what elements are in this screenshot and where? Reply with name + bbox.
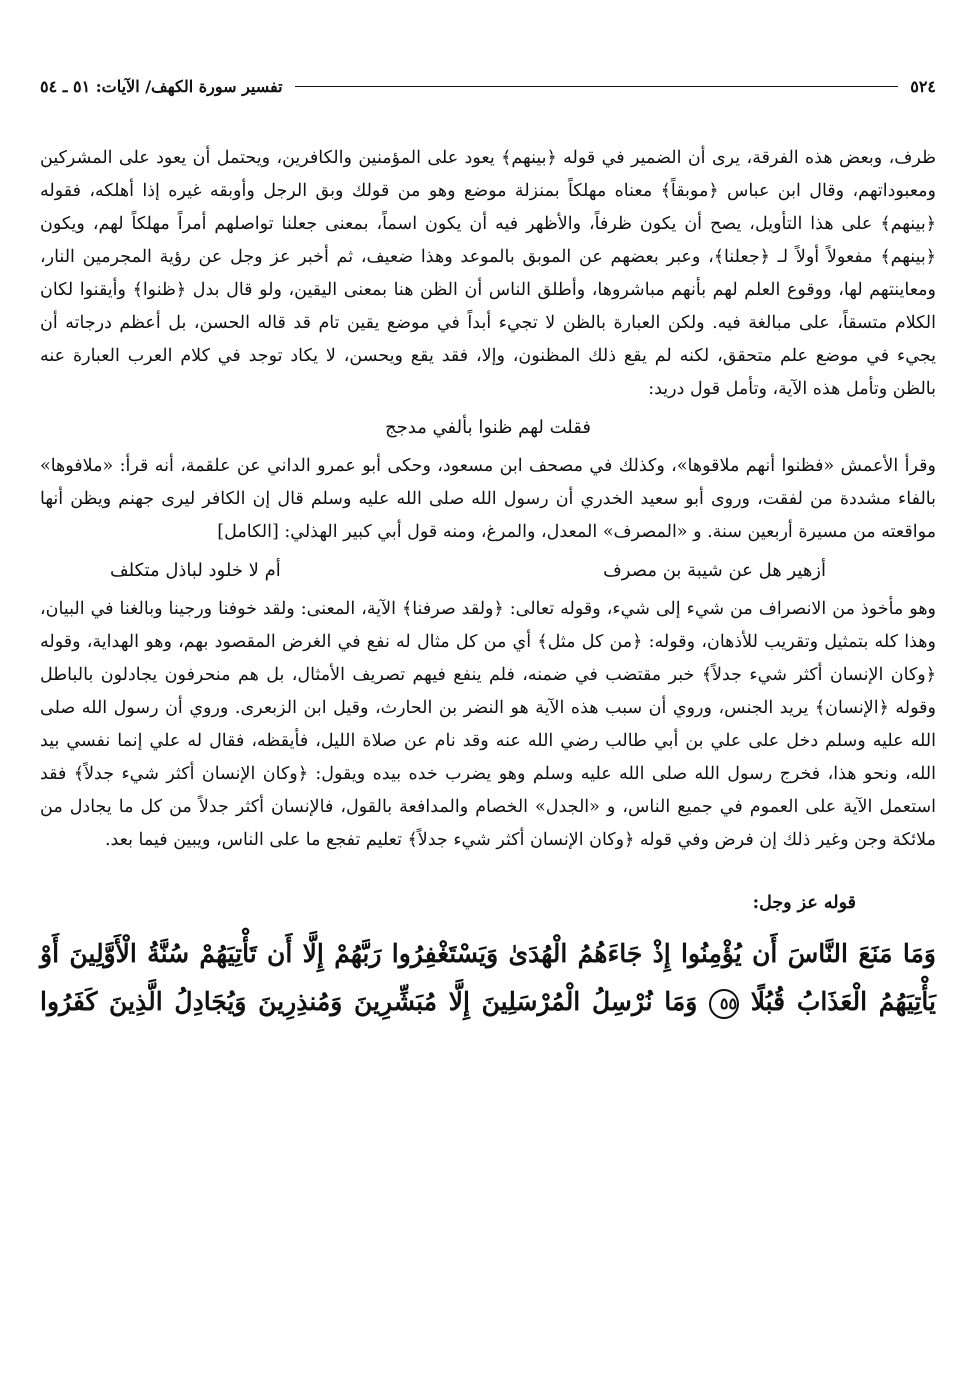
quran-verse-55: وَمَا مَنَعَ النَّاسَ أَن يُؤْمِنُوا إِذْ جَاءَهُمُ الْهُدَىٰ وَيَسْتَغْفِرُوا رَبَّهُمْ إِلَّا أَن تَأْتِيَهُمْ سُنَّةُ الْأَوَّلِينَ أَوْ يَأْتِيَهُمُ الْعَذَابُ قُبُلًا (40, 939, 936, 1016)
page (40, 72, 936, 1026)
paragraph-2: وقرأ الأعمش «فظنوا أنهم ملاقوها»، وكذلك في مصحف ابن مسعود، وحكى أبو عمرو الداني عن علقمة، أنه قرأ: «ملافوها» بالفاء مشددة من لفقت، وروى أبو سعيد الخدري أن رسول الله صلى الله عليه وسلم قال إن الكافر ليرى جهنم ويظن أنها مواقعته من مسيرة أربعين سنة. و «المصرف» المعدل، والمرغ، ومنه قول أبي كبير الهذلي: [الكامل] (40, 456, 936, 542)
header-title: تفسير سورة الكهف/ الآيات: ٥١ ـ ٥٤ (40, 76, 283, 96)
running-header (40, 72, 936, 100)
page-number: ٥٢٤ (910, 76, 936, 96)
poetry-verse-dorayd: فقلت لهم ظنوا بألفي مدجج (385, 417, 591, 438)
verse-number-marker: ٥٥ (709, 989, 739, 1019)
quran-verse-56: وَمَا نُرْسِلُ الْمُرْسَلِينَ إِلَّا مُبَشِّرِينَ وَمُنذِرِينَ وَيُجَادِلُ الَّذِينَ كَفَرُوا (40, 987, 698, 1016)
poetry-verse-hudhali (40, 549, 936, 593)
paragraph-3: وهو مأخوذ من الانصراف من شيء إلى شيء، وقوله تعالى: ﴿ولقد صرفنا﴾ الآية، المعنى: ولقد خوفنا ورجينا وبالغنا في البيان، وهذا كله بتمثيل وتقريب للأذهان، وقوله: ﴿من كل مثل﴾ أي من كل مثال له نفع في الغرض المقصود بهم، وهو الهداية، وقوله ﴿وكان الإنسان أكثر شيء جدلاً﴾ خبر مقتضب في ضمنه، فلم ينفع فيهم تصريف الأمثال، بل هم منحرفون يجادلون بالباطل وقوله ﴿الإنسان﴾ يريد الجنس، وروي أن سبب هذه الآية هو النضر بن الحارث، وقيل ابن الزبعرى. وروي أن رسول الله صلى الله عليه وسلم دخل على علي بن أبي طالب رضي الله عنه وقد نام عن صلاة الليل، فأيقظه، فقال له علي إنما نفسي بيد الله، ونحو هذا، فخرج رسول الله صلى الله عليه وسلم وهو يضرب خده بيده ويقول: ﴿وكان الإنسان أكثر شيء جدلاً﴾ فقد استعمل الآية على العموم في جميع الناس، و «الجدل» الخصام والمدافعة بالقول، فالإنسان أكثر جدلاً من كل ما يجادل من ملائكة وجن وغير ذلك إن فرض وفي قوله ﴿وكان الإنسان أكثر شيء جدلاً﴾ تعليم تفجع ما على الناس، ويبين فيما بعد. (40, 599, 936, 850)
header-rule (295, 86, 899, 87)
paragraph-1: ظرف، وبعض هذه الفرقة، يرى أن الضمير في قوله ﴿بينهم﴾ يعود على المؤمنين والكافرين، ويحتمل أن يعود على المشركين ومعبوداتهم، وقال ابن عباس ﴿موبقاً﴾ معناه مهلكاً بمنزلة موضع وهو من قولك وبق الرجل وأوبقه غيره إذا أهلكه، فقوله ﴿بينهم﴾ على هذا التأويل، يصح أن يكون ظرفاً، والأظهر فيه أن يكون اسماً، بمعنى جعلنا تواصلهم أمراً مهلكاً لهم، ويكون ﴿بينهم﴾ مفعولاً أولاً لـ ﴿جعلنا﴾، وعبر بعضهم عن الموبق بالموعد وهذا ضعيف، ثم أخبر عز وجل عن رؤية المجرمين النار، ومعاينتهم لها، ووقوع العلم لهم بأنهم مباشروها، وأطلق الناس أن الظن هنا بمعنى اليقين، ولو قال بدل ﴿ظنوا﴾ وأيقنوا لكان الكلام متسقاً، على مبالغة فيه. ولكن العبارة بالظن لا تجيء أبداً في موضع يقين تام قد قاله الحسن، بل أعظم درجاته أن يجيء في موضع علم متحقق، لكنه لم يقع ذلك المظنون، وإلا، فقد يقع ويحسن، لا يكاد توجد في كلام العرب العبارة عنه بالظن وتأمل هذه الآية، وتأمل قول دريد: (40, 148, 936, 399)
poem-hemistich-second: أم لا خلود لباذل متكلف (110, 560, 281, 581)
section-heading: قوله عز وجل: (752, 893, 856, 913)
poem-hemistich-first: أزهير هل عن شيبة بن مصرف (603, 560, 826, 581)
quran-verses (40, 930, 936, 1026)
